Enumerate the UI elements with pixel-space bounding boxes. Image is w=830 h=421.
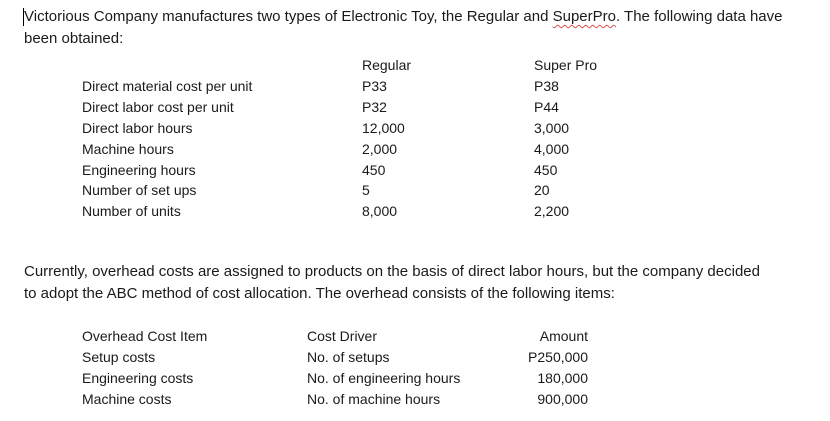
regular-value: 2,000 bbox=[362, 141, 398, 157]
row-label: Engineering hours bbox=[82, 162, 196, 178]
row-label: Number of set ups bbox=[82, 182, 197, 198]
amount-value: 180,000 bbox=[537, 370, 588, 386]
regular-value: P33 bbox=[362, 78, 387, 94]
paragraph2-line-1: Currently, overhead costs are assigned to products on the basis of direct labor hours, but the company decided bbox=[24, 263, 760, 280]
overhead-paragraph bbox=[24, 261, 814, 305]
superpro-value: 3,000 bbox=[534, 120, 570, 136]
regular-value: 5 bbox=[362, 182, 370, 198]
cost-driver: No. of machine hours bbox=[307, 391, 441, 407]
header-regular: Regular bbox=[362, 57, 412, 73]
regular-value: 12,000 bbox=[362, 120, 405, 136]
intro-line-2: been obtained: bbox=[24, 30, 124, 47]
header-cost-driver: Cost Driver bbox=[307, 328, 378, 344]
intro-line-1 bbox=[24, 6, 814, 28]
intro-paragraph bbox=[24, 6, 814, 50]
superpro-value: 450 bbox=[534, 162, 558, 178]
overhead-item: Machine costs bbox=[82, 391, 172, 407]
header-superpro: Super Pro bbox=[534, 57, 598, 73]
paragraph2-line-2: to adopt the ABC method of cost allocation. The overhead consists of the following items: bbox=[24, 285, 615, 302]
row-label: Number of units bbox=[82, 203, 181, 219]
regular-value: 450 bbox=[362, 162, 386, 178]
overhead-item: Engineering costs bbox=[82, 370, 194, 386]
superpro-value: 4,000 bbox=[534, 141, 570, 157]
cost-driver: No. of engineering hours bbox=[307, 370, 461, 386]
regular-value: P32 bbox=[362, 99, 387, 115]
superpro-value: 20 bbox=[534, 182, 550, 198]
superpro-value: P38 bbox=[534, 78, 559, 94]
header-amount: Amount bbox=[539, 328, 588, 344]
header-overhead-item: Overhead Cost Item bbox=[82, 328, 208, 344]
overhead-item: Setup costs bbox=[82, 349, 156, 365]
regular-value: 8,000 bbox=[362, 203, 398, 219]
row-label: Machine hours bbox=[82, 141, 174, 157]
superpro-value: 2,200 bbox=[534, 203, 570, 219]
intro-text: Victorious Company manufactures two types of Electronic Toy, the Regular and bbox=[24, 8, 553, 25]
brand-name-misspelling: SuperPro bbox=[552, 8, 616, 25]
cost-driver: No. of setups bbox=[307, 349, 390, 365]
row-label: Direct labor hours bbox=[82, 120, 193, 136]
row-label: Direct material cost per unit bbox=[82, 78, 253, 94]
amount-value: 900,000 bbox=[537, 391, 588, 407]
row-label: Direct labor cost per unit bbox=[82, 99, 234, 115]
intro-text-suffix: . The following data have bbox=[615, 8, 783, 25]
amount-value: P250,000 bbox=[528, 349, 588, 365]
superpro-value: P44 bbox=[534, 99, 559, 115]
